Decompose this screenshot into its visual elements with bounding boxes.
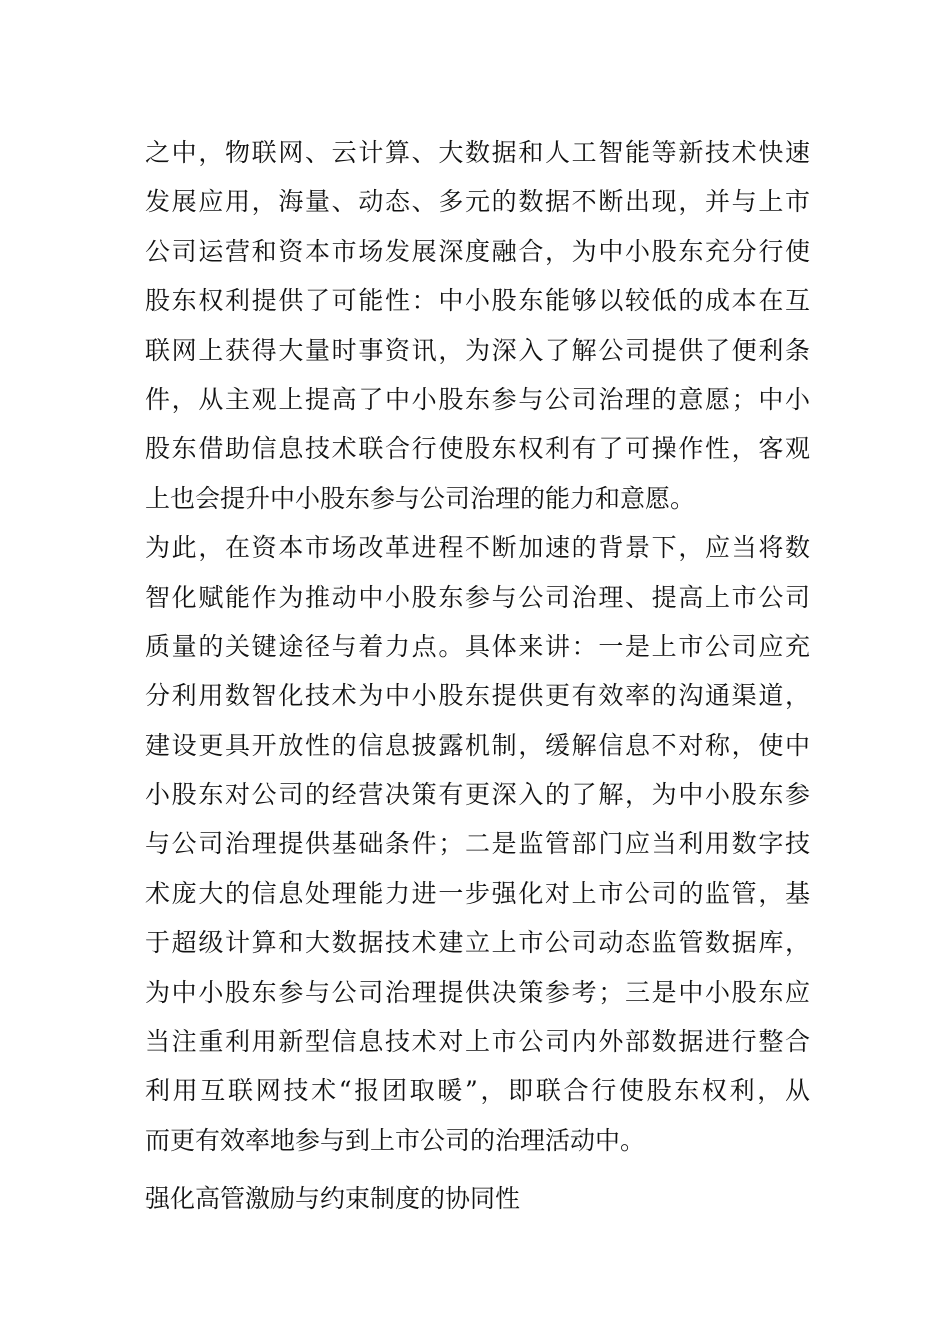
paragraph-line: 当注重利用新型信息技术对上市公司内外部数据进行整合 bbox=[145, 1027, 810, 1057]
paragraph-2 bbox=[145, 523, 810, 1165]
paragraph-line: 公司运营和资本市场发展深度融合，为中小股东充分行使 bbox=[145, 236, 810, 266]
paragraph-line: 于超级计算和大数据技术建立上市公司动态监管数据库， bbox=[145, 928, 810, 958]
paragraph-line: 而更有效率地参与到上市公司的治理活动中。 bbox=[145, 1125, 646, 1155]
paragraph-line: 股东借助信息技术联合行使股东权利有了可操作性，客观 bbox=[145, 434, 810, 464]
paragraph-line: 术庞大的信息处理能力进一步强化对上市公司的监管，基 bbox=[145, 878, 810, 908]
paragraph-line: 件，从主观上提高了中小股东参与公司治理的意愿；中小 bbox=[145, 384, 810, 414]
body-text bbox=[145, 128, 810, 1165]
paragraph-line: 之中，物联网、云计算、大数据和人工智能等新技术快速 bbox=[145, 138, 810, 167]
paragraph-line: 为中小股东参与公司治理提供决策参考；三是中小股东应 bbox=[145, 977, 810, 1007]
paragraph-line: 股东权利提供了可能性：中小股东能够以较低的成本在互 bbox=[145, 286, 810, 316]
paragraph-line: 利用互联网技术“报团取暖”，即联合行使股东权利，从 bbox=[145, 1076, 810, 1106]
paragraph-line: 质量的关键途径与着力点。具体来讲：一是上市公司应充 bbox=[145, 631, 810, 661]
paragraph-line: 与公司治理提供基础条件；二是监管部门应当利用数字技 bbox=[145, 829, 810, 859]
paragraph-line: 为此，在资本市场改革进程不断加速的背景下，应当将数 bbox=[145, 533, 810, 563]
paragraph-line: 发展应用，海量、动态、多元的数据不断出现，并与上市 bbox=[145, 187, 810, 217]
paragraph-line: 上也会提升中小股东参与公司治理的能力和意愿。 bbox=[145, 483, 696, 513]
paragraph-line: 小股东对公司的经营决策有更深入的了解，为中小股东参 bbox=[145, 780, 810, 810]
paragraph-1 bbox=[145, 128, 810, 523]
paragraph-line: 联网上获得大量时事资讯，为深入了解公司提供了便利条 bbox=[145, 335, 810, 365]
section-heading: 强化高管激励与约束制度的协同性 bbox=[145, 1184, 521, 1213]
paragraph-line: 智化赋能作为推动中小股东参与公司治理、提高上市公司 bbox=[145, 582, 810, 612]
paragraph-line: 分利用数智化技术为中小股东提供更有效率的沟通渠道， bbox=[145, 681, 810, 711]
paragraph-line: 建设更具开放性的信息披露机制，缓解信息不对称，使中 bbox=[145, 730, 810, 760]
